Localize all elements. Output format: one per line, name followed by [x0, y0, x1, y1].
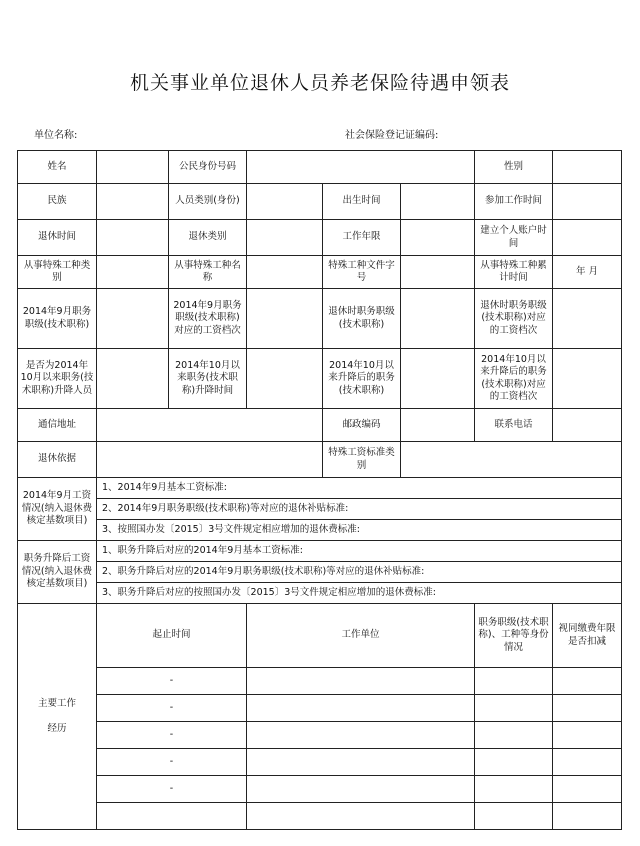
- social-security-code-label: 社会保险登记证编码:: [345, 130, 439, 141]
- deduction-cell[interactable]: [553, 722, 622, 749]
- promoted-flag-label: 是否为2014年10月以来职务(技术职称)升降人员: [18, 349, 97, 409]
- row-wage-2014-3: [18, 520, 622, 541]
- wage-2014-label: 2014年9月工资情况(纳入退休费核定基数项目): [18, 478, 97, 541]
- retirement-category-label: 退休类别: [169, 220, 247, 256]
- deduction-cell[interactable]: [553, 776, 622, 803]
- employer-cell[interactable]: [247, 803, 475, 830]
- deduction-cell[interactable]: [553, 749, 622, 776]
- retirement-basis-label: 退休依据: [18, 442, 97, 478]
- col-deduction-header: 视同缴费年限是否扣减: [553, 604, 622, 668]
- wage-2014-item[interactable]: 3、按照国办发〔2015〕3号文件规定相应增加的退休费标准:: [97, 520, 622, 541]
- position-2014-grade-label: 2014年9月职务职级(技术职称)对应的工资档次: [169, 289, 247, 349]
- position-cell[interactable]: [475, 668, 553, 695]
- personnel-category-field[interactable]: [247, 184, 323, 220]
- work-history-label: [18, 604, 97, 830]
- work-years-field[interactable]: [401, 220, 475, 256]
- name-field[interactable]: [97, 151, 169, 184]
- special-cumulative-field[interactable]: 年 月: [553, 256, 622, 289]
- employer-cell[interactable]: [247, 722, 475, 749]
- phone-label: 联系电话: [475, 409, 553, 442]
- row-promotion: [18, 349, 622, 409]
- promotion-date-label: 2014年10月以来职务(技术职称)升降时间: [169, 349, 247, 409]
- deduction-cell[interactable]: [553, 695, 622, 722]
- period-cell[interactable]: [97, 803, 247, 830]
- wage-post-item[interactable]: 3、职务升降后对应的按照国办发〔2015〕3号文件规定相应增加的退休费标准:: [97, 583, 622, 604]
- retire-position-grade-label: 退休时职务职级(技术职称)对应的工资档次: [475, 289, 553, 349]
- row-wage-2014-2: [18, 499, 622, 520]
- post-promotion-position-field[interactable]: [401, 349, 475, 409]
- post-promotion-grade-field[interactable]: [553, 349, 622, 409]
- wage-post-item[interactable]: 2、职务升降后对应的2014年9月职务职级(技术职称)等对应的退休补贴标准:: [97, 562, 622, 583]
- phone-field[interactable]: [553, 409, 622, 442]
- application-form-table: [17, 150, 622, 830]
- address-field[interactable]: [97, 409, 323, 442]
- retire-position-label: 退休时职务职级(技术职称): [323, 289, 401, 349]
- personnel-category-label: 人员类别(身份): [169, 184, 247, 220]
- page-title: 机关事业单位退休人员养老保险待遇申领表: [129, 72, 510, 94]
- retirement-category-field[interactable]: [247, 220, 323, 256]
- gender-label: 性别: [475, 151, 553, 184]
- employer-cell[interactable]: [247, 668, 475, 695]
- col-employer-header: 工作单位: [247, 604, 475, 668]
- row-wage-post-1: [18, 541, 622, 562]
- wage-post-label: 职务升降后工资情况(纳入退休费核定基数项目): [18, 541, 97, 604]
- table-row: [18, 776, 622, 803]
- wage-2014-item[interactable]: 2、2014年9月职务职级(技术职称)等对应的退休补贴标准:: [97, 499, 622, 520]
- row-name: [18, 151, 622, 184]
- promotion-date-field[interactable]: [247, 349, 323, 409]
- id-number-field[interactable]: [247, 151, 475, 184]
- gender-field[interactable]: [553, 151, 622, 184]
- employer-cell[interactable]: [247, 776, 475, 803]
- table-row: [18, 668, 622, 695]
- table-row: [18, 749, 622, 776]
- table-row: [18, 722, 622, 749]
- promoted-flag-field[interactable]: [97, 349, 169, 409]
- row-wage-2014-1: [18, 478, 622, 499]
- unit-name-label: 单位名称:: [34, 130, 78, 141]
- position-cell[interactable]: [475, 695, 553, 722]
- row-address: [18, 409, 622, 442]
- special-name-field[interactable]: [247, 256, 323, 289]
- special-doc-no-field[interactable]: [401, 256, 475, 289]
- col-position-header: 职务职级(技术职称)、工种等身份情况: [475, 604, 553, 668]
- position-2014-grade-field[interactable]: [247, 289, 323, 349]
- deduction-cell[interactable]: [553, 668, 622, 695]
- period-cell[interactable]: -: [97, 749, 247, 776]
- wage-2014-item[interactable]: 1、2014年9月基本工资标准:: [97, 478, 622, 499]
- postal-code-field[interactable]: [401, 409, 475, 442]
- row-wage-post-2: [18, 562, 622, 583]
- table-row: [18, 803, 622, 830]
- special-name-label: 从事特殊工种名称: [169, 256, 247, 289]
- special-wage-category-label: 特殊工资标准类别: [323, 442, 401, 478]
- retire-position-field[interactable]: [401, 289, 475, 349]
- post-promotion-grade-label: 2014年10月以来升降后的职务(技术职称)对应的工资档次: [475, 349, 553, 409]
- wage-post-item[interactable]: 1、职务升降后对应的2014年9月基本工资标准:: [97, 541, 622, 562]
- work-start-date-label: 参加工作时间: [475, 184, 553, 220]
- ethnicity-field[interactable]: [97, 184, 169, 220]
- period-cell[interactable]: -: [97, 668, 247, 695]
- position-cell[interactable]: [475, 749, 553, 776]
- name-label: 姓名: [18, 151, 97, 184]
- row-position-2014: [18, 289, 622, 349]
- address-label: 通信地址: [18, 409, 97, 442]
- birth-date-label: 出生时间: [323, 184, 401, 220]
- col-period-header: 起止时间: [97, 604, 247, 668]
- row-ethnicity: [18, 184, 622, 220]
- work-start-date-field[interactable]: [553, 184, 622, 220]
- period-cell[interactable]: -: [97, 776, 247, 803]
- period-cell[interactable]: -: [97, 722, 247, 749]
- position-2014-label: 2014年9月职务职级(技术职称): [18, 289, 97, 349]
- work-years-label: 工作年限: [323, 220, 401, 256]
- work-history-label-line1: 主要工作: [37, 697, 76, 709]
- postal-code-label: 邮政编码: [323, 409, 401, 442]
- row-retirement: [18, 220, 622, 256]
- special-doc-no-label: 特殊工种文件字号: [323, 256, 401, 289]
- row-work-history-header: [18, 604, 622, 668]
- ethnicity-label: 民族: [18, 184, 97, 220]
- special-type-field[interactable]: [97, 256, 169, 289]
- row-special-work: [18, 256, 622, 289]
- birth-date-field[interactable]: [401, 184, 475, 220]
- row-retirement-basis: [18, 442, 622, 478]
- employer-cell[interactable]: [247, 749, 475, 776]
- special-wage-category-field[interactable]: [401, 442, 622, 478]
- special-type-label: 从事特殊工种类别: [18, 256, 97, 289]
- period-cell[interactable]: -: [97, 695, 247, 722]
- table-row: [18, 695, 622, 722]
- retirement-date-label: 退休时间: [18, 220, 97, 256]
- position-cell[interactable]: [475, 722, 553, 749]
- account-date-label: 建立个人账户时间: [475, 220, 553, 256]
- row-wage-post-3: [18, 583, 622, 604]
- deduction-cell[interactable]: [553, 803, 622, 830]
- account-date-field[interactable]: [553, 220, 622, 256]
- special-cumulative-label: 从事特殊工种累计时间: [475, 256, 553, 289]
- employer-cell[interactable]: [247, 695, 475, 722]
- work-history-label-line2: 经历: [47, 722, 67, 734]
- id-number-label: 公民身份号码: [169, 151, 247, 184]
- retirement-date-field[interactable]: [97, 220, 169, 256]
- retire-position-grade-field[interactable]: [553, 289, 622, 349]
- post-promotion-position-label: 2014年10月以来升降后的职务(技术职称): [323, 349, 401, 409]
- position-2014-field[interactable]: [97, 289, 169, 349]
- position-cell[interactable]: [475, 803, 553, 830]
- retirement-basis-field[interactable]: [97, 442, 323, 478]
- position-cell[interactable]: [475, 776, 553, 803]
